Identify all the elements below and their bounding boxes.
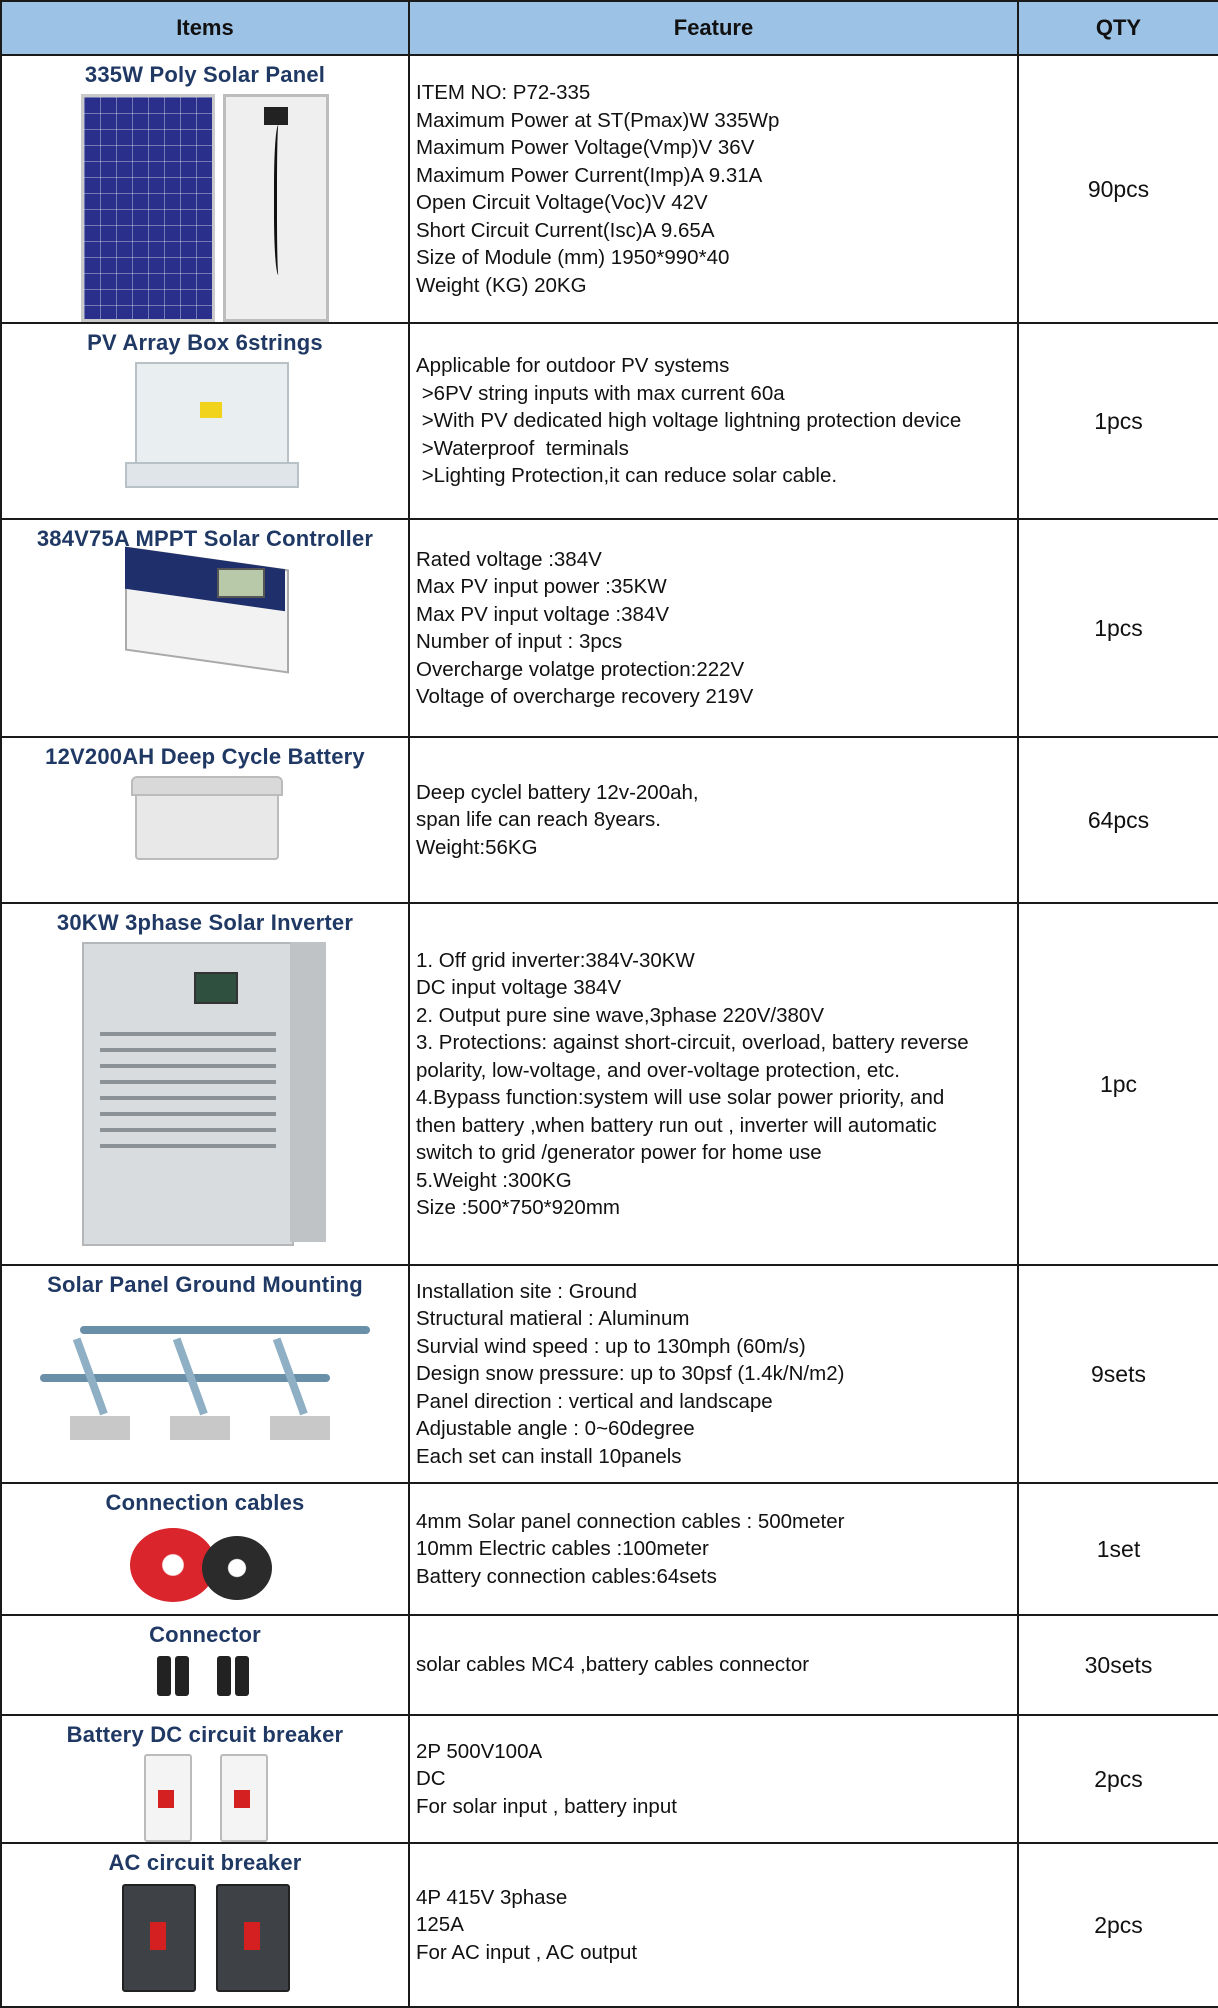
item-cell [1,1265,409,1483]
mc4-connector-image [135,1654,275,1700]
qty-cell: 1set [1018,1483,1218,1615]
feature-line: switch to grid /generator power for home use [416,1141,822,1164]
table-row [1,323,1218,519]
table-row [1,519,1218,737]
header-row [1,1,1218,55]
item-title: 384V75A MPPT Solar Controller [36,526,374,551]
feature-line: 10mm Electric cables :100meter [416,1537,709,1561]
feature-line: Overcharge volatge protection:222V [416,657,745,681]
feature-line: 1. Off grid inverter:384V-30KW [416,948,695,972]
feature-line: >6PV string inputs with max current 60a [416,381,785,405]
solar-controller-image [105,558,305,688]
feature-line: Each set can install 10panels [416,1444,682,1468]
cables-image [130,1522,280,1606]
feature-cell [409,1615,1018,1715]
feature-cell [409,1265,1018,1483]
item-cell [1,1615,409,1715]
qty-cell: 1pcs [1018,519,1218,737]
ac-breaker-image [120,1882,290,1992]
item-cell [1,1483,409,1615]
feature-line: Short Circuit Current(Isc)A 9.65A [416,218,715,242]
feature-line: polarity, low-voltage, and over-voltage protection, etc. [416,1058,900,1082]
feature-cell [409,1715,1018,1843]
feature-line: Deep cyclel battery 12v-200ah, [416,780,699,804]
feature-line: Weight (KG) 20KG [416,273,587,297]
feature-cell [409,903,1018,1265]
ground-mounting-image [40,1304,370,1444]
pv-array-box-image [105,362,305,492]
feature-line: 125A [416,1913,464,1937]
feature-line: Weight:56KG [416,835,538,859]
item-title: PV Array Box 6strings [87,330,323,355]
table-row [1,1843,1218,2007]
item-title: Connector [149,1622,261,1647]
feature-line: DC input voltage 384V [416,976,622,999]
feature-cell [409,519,1018,737]
feature-line: For solar input , battery input [416,1794,677,1818]
qty-cell: 1pc [1018,903,1218,1265]
feature-cell [409,1483,1018,1615]
feature-cell [409,55,1018,323]
feature-line: Maximum Power Current(Imp)A 9.31A [416,163,763,187]
feature-line: 4P 415V 3phase [416,1885,568,1909]
item-title: 30KW 3phase Solar Inverter [56,910,354,935]
feature-line: Battery connection cables:64sets [416,1564,717,1588]
table-row [1,1265,1218,1483]
header-items: Items [1,1,409,55]
item-cell [1,737,409,903]
feature-line: solar cables MC4 ,battery cables connector [416,1653,810,1677]
feature-line: Size of Module (mm) 1950*990*40 [416,246,730,269]
feature-line: Maximum Power at ST(Pmax)W 335Wp [416,108,780,132]
feature-line: Voltage of overcharge recovery 219V [416,685,754,708]
feature-line: For AC input , AC output [416,1940,638,1964]
feature-line: Max PV input voltage :384V [416,602,669,626]
header-qty: QTY [1018,1,1218,55]
feature-line: >With PV dedicated high voltage lightning protection device [416,409,962,433]
item-cell [1,1843,409,2007]
feature-line: Design snow pressure: up to 30psf (1.4k/N/m2) [416,1362,845,1386]
item-cell [1,903,409,1265]
dc-breaker-image [140,1754,270,1842]
feature-line: Size :500*750*920mm [416,1196,620,1219]
feature-cell [409,737,1018,903]
feature-line: Panel direction : vertical and landscape [416,1389,773,1413]
item-title: 12V200AH Deep Cycle Battery [45,744,365,769]
qty-cell: 30sets [1018,1615,1218,1715]
qty-cell: 64pcs [1018,737,1218,903]
header-feature: Feature [409,1,1018,55]
feature-cell [409,323,1018,519]
feature-line: ITEM NO: P72-335 [416,81,591,104]
qty-cell: 90pcs [1018,55,1218,323]
table-row [1,903,1218,1265]
qty-cell: 2pcs [1018,1843,1218,2007]
item-title: AC circuit breaker [108,1850,302,1875]
feature-line: 5.Weight :300KG [416,1168,572,1192]
qty-cell: 2pcs [1018,1715,1218,1843]
feature-line: >Waterproof terminals [416,436,629,460]
table-row [1,1483,1218,1615]
table-row [1,1715,1218,1843]
feature-line: 4mm Solar panel connection cables : 500meter [416,1509,845,1533]
item-cell [1,519,409,737]
table-row [1,55,1218,323]
feature-line: Applicable for outdoor PV systems [416,354,730,378]
feature-line: Rated voltage :384V [416,547,602,571]
feature-line: Number of input : 3pcs [416,630,623,653]
feature-line: Survial wind speed : up to 130mph (60m/s) [416,1334,806,1358]
item-title: 335W Poly Solar Panel [84,62,326,87]
table-row [1,737,1218,903]
feature-line: 4.Bypass function:system will use solar power priority, and [416,1086,945,1109]
feature-cell [409,1843,1018,2007]
feature-line: then battery ,when battery run out , inverter will automatic [416,1113,937,1137]
item-cell [1,1715,409,1843]
feature-line: span life can reach 8years. [416,808,661,832]
item-title: Connection cables [105,1490,305,1515]
item-title: Battery DC circuit breaker [66,1722,344,1747]
qty-cell: 9sets [1018,1265,1218,1483]
feature-line: Structural matieral : Aluminum [416,1307,690,1331]
battery-image [125,776,285,868]
solar-panel-image [81,94,329,322]
feature-line: Maximum Power Voltage(Vmp)V 36V [416,136,755,159]
table-row [1,1615,1218,1715]
item-cell [1,323,409,519]
feature-line: Adjustable angle : 0~60degree [416,1417,695,1441]
feature-line: 3. Protections: against short-circuit, overload, battery reverse [416,1031,969,1054]
inverter-image [82,942,328,1246]
feature-line: >Lighting Protection,it can reduce solar cable. [416,464,838,488]
feature-line: DC [416,1767,446,1791]
feature-line: Max PV input power :35KW [416,575,667,598]
feature-line: Open Circuit Voltage(Voc)V 42V [416,191,708,214]
feature-line: 2. Output pure sine wave,3phase 220V/380V [416,1003,825,1027]
item-cell [1,55,409,323]
feature-line: 2P 500V100A [416,1739,543,1763]
qty-cell: 1pcs [1018,323,1218,519]
feature-line: Installation site : Ground [416,1279,638,1303]
item-title: Solar Panel Ground Mounting [47,1272,363,1297]
